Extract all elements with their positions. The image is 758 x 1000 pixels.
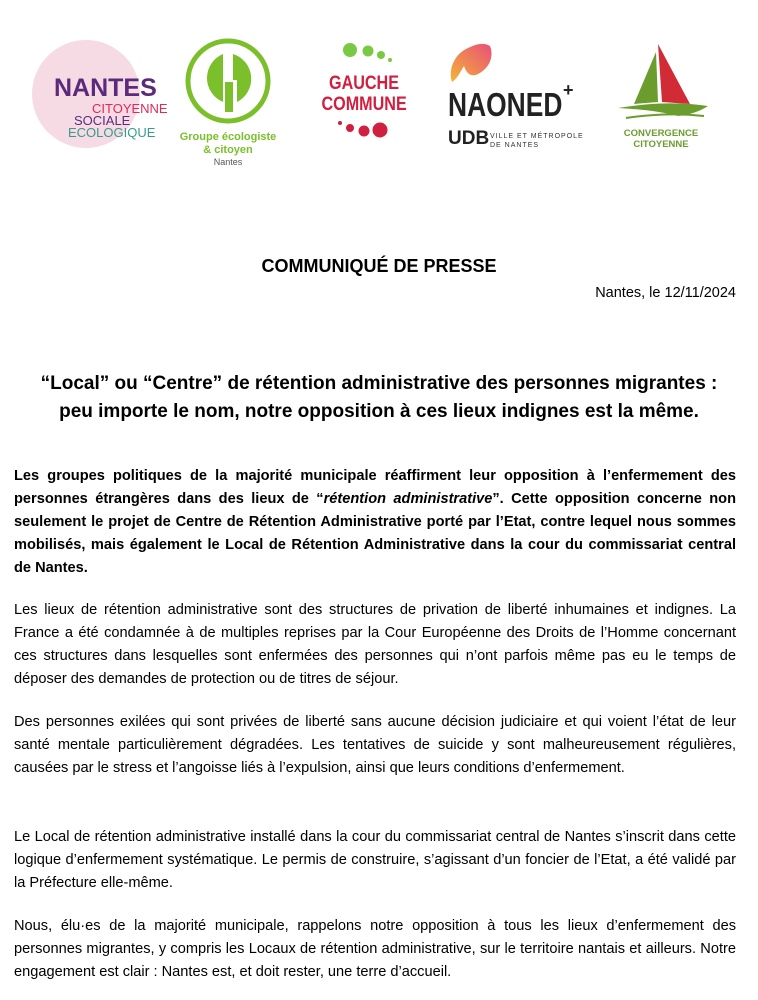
headline-line: “Local” ou “Centre” de rétention administrative des personnes migrantes :: [40, 373, 718, 394]
logo-convergence-citoyenne: [596, 40, 726, 150]
paragraph-intro: [14, 465, 736, 580]
logo-text: Nantes: [213, 157, 243, 167]
logo-text: VILLE ET MÉTROPOLE: [490, 133, 584, 140]
logo-text: NANTES: [54, 74, 157, 102]
logo-text: COMMUNE: [321, 94, 407, 115]
paragraph: Le Local de rétention administrative installé dans la cour du commissariat central de Nantes s’inscrit dans cette logique d’enfermement systématique. Le permis de construire, s’agissant d’un foncier de l’Etat, a été validé par la Préfecture elle-même.: [14, 829, 736, 891]
logo-text: +: [563, 80, 574, 100]
document-date: Nantes, le 12/11/2024: [595, 285, 736, 301]
green-dots-icon: [314, 40, 414, 68]
italic-text: rétention administrative: [323, 491, 493, 507]
paragraph: Des personnes exilées qui sont privées de liberté sans aucune décision judiciaire et qui voient l’état de leur santé mentale particulièrement dégradées. Les tentatives de suicide y sont malheureusement régulières, causées par le stress et l’angoisse liés à l’expulsion, ainsi que leurs conditions d’enfermement.: [14, 714, 736, 776]
logo-nantes-citoyenne: [32, 40, 168, 152]
text: ”. Cette opposition concerne non seulement le projet de Centre de Rétention Administrative porté par l’Etat, contre lequel nous sommes mobilisés, mais également le Local de Rétention Administrative dans la cour du commissariat central de Nantes.: [14, 491, 736, 576]
logo-naoned-udb: [446, 42, 586, 152]
sailboat-icon: [596, 40, 726, 126]
logo-text: NAONED: [448, 86, 563, 123]
ecologist-emblem-icon: [183, 36, 273, 126]
logo-text: GAUCHE: [329, 73, 399, 94]
headline: [10, 370, 748, 426]
logo-text: CONVERGENCE CITOYENNE: [623, 128, 699, 150]
text: Les groupes politiques de la majorité municipale réaffirment leur opposition à l’enfermement des personnes étrangères dans des lieux de “: [14, 468, 736, 507]
logo-text: CITOYENNE: [92, 101, 168, 116]
logo-text: Groupe écologiste: [179, 131, 277, 143]
logo-text: ECOLOGIQUE: [68, 125, 156, 140]
logo-text: SOCIALE: [74, 113, 131, 128]
logo-text: & citoyen: [203, 144, 253, 156]
red-dots-icon: [314, 115, 414, 145]
logo-text: DE NANTES: [490, 142, 540, 149]
document-title: COMMUNIQUÉ DE PRESSE: [261, 256, 497, 276]
paragraph: Nous, élu·es de la majorité municipale, rappelons notre opposition à tous les lieux d’enfermement des personnes migrantes, y compris les Locaux de rétention administrative, sur le territoire nantais et ailleurs. Notre engagement est clair : Nantes est, et doit rester, une terre d’accueil.: [14, 918, 736, 980]
logo-text: UDB: [448, 128, 490, 149]
headline-line: peu importe le nom, notre opposition à ces lieux indignes est la même.: [59, 401, 699, 422]
logo-gauche-commune: [314, 40, 414, 156]
paragraph: Les lieux de rétention administrative sont des structures de privation de liberté inhumaines et indignes. La France a été condamnée à de multiples reprises par la Cour Européenne des Droits de l’Homme concernant ces structures dans lesquelles sont enfermées des personnes qui n’ont parfois même pas eu le temps de déposer des demandes de protection ou de titres de séjour.: [14, 602, 736, 687]
logo-groupe-ecologiste: [176, 36, 280, 166]
logo-subtext: [490, 132, 584, 150]
flame-icon: [446, 42, 496, 86]
